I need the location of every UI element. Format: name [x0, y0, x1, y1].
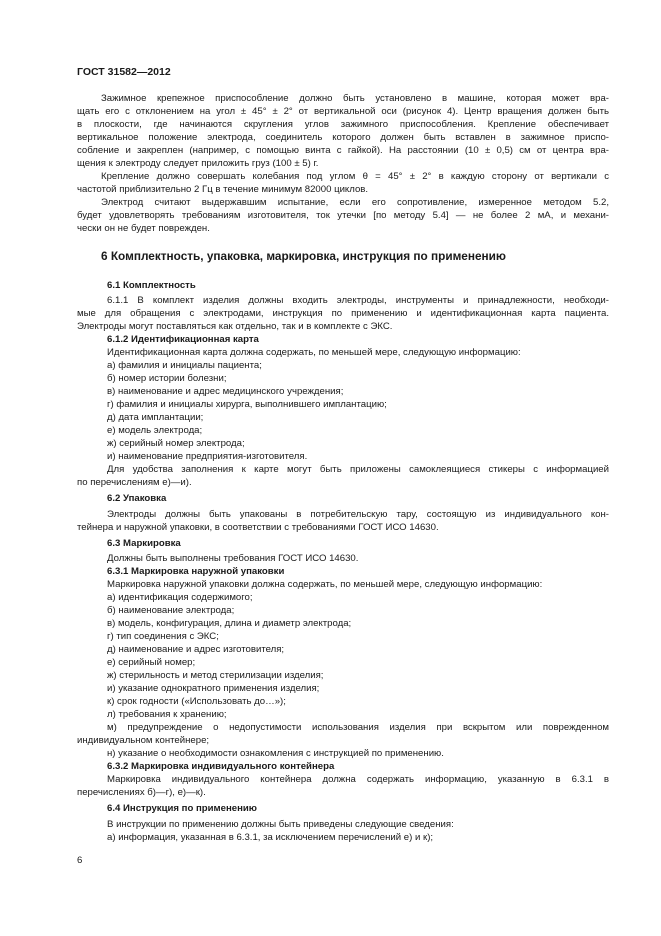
intro-p1-line-2: щать его с отклонением на угол ± 45° ± 2° от вертикальной оси (рисунок 4). Центр вращения должен быть	[77, 106, 609, 117]
intro-p1-line-3: в плоскости, где начинаются скругления углов зажимного приспособления. Крепление обеспечивает	[77, 119, 609, 130]
list-item-m-line-1: м) предупреждение о недопустимости использования изделия при вскрытом или поврежденном	[107, 722, 609, 733]
intro-p3-line-2: будет удовлетворять требованиям изготовителя, ток утечки [по методу 5.4] — не более 2 мА, и механи-	[77, 210, 609, 221]
list-item: к) срок годности («Использовать до…»);	[107, 696, 286, 707]
intro-p2-line-1: Крепление должно совершать колебания под углом θ = 45° ± 2° в каждую сторону от вертикали с	[101, 171, 609, 182]
list-item: б) наименование электрода;	[107, 605, 235, 616]
heading-6-3-1: 6.3.1 Маркировка наружной упаковки	[107, 566, 285, 577]
list-item: г) тип соединения с ЭКС;	[107, 631, 219, 642]
intro-p1-line-4: вертикальное положение электрода, соединитель которого должен быть вставлен в зажимное приспо-	[77, 132, 609, 143]
s6-3-2-p-line-1: Маркировка индивидуального контейнера должна содержать информацию, указанную в 6.3.1 в	[107, 774, 609, 785]
s6-3-2-p-line-2: перечислениях б)—г), е)—к).	[77, 787, 206, 798]
s6-3-lead: Должны быть выполнены требования ГОСТ ИСО 14630.	[107, 553, 359, 564]
heading-6-4: 6.4 Инструкция по применению	[107, 803, 257, 814]
list-item: д) наименование и адрес изготовителя;	[107, 644, 285, 655]
list-item: е) серийный номер;	[107, 657, 196, 668]
list-item: б) номер истории болезни;	[107, 373, 227, 384]
list-item: н) указание о необходимости ознакомления с инструкцией по применению.	[107, 748, 444, 759]
heading-6-2: 6.2 Упаковка	[107, 493, 167, 504]
heading-6-3-2: 6.3.2 Маркировка индивидуального контейнера	[107, 761, 335, 772]
list-item: ж) стерильность и метод стерилизации изделия;	[107, 670, 324, 681]
s6-1-p-line-1: 6.1.1 В комплект изделия должны входить электроды, инструменты и принадлежности, необходи-	[107, 295, 609, 306]
list-item: а) информация, указанная в 6.3.1, за исключением перечислений е) и к);	[107, 832, 434, 843]
list-item: а) фамилия и инициалы пациента;	[107, 360, 262, 371]
list-item: в) модель, конфигурация, длина и диаметр электрода;	[107, 618, 352, 629]
intro-p3-line-3: чески он не будет поврежден.	[77, 223, 210, 234]
heading-6-1: 6.1 Комплектность	[107, 280, 196, 291]
intro-p2-line-2: частотой приблизительно 2 Гц в течение минимум 82000 циклов.	[77, 184, 369, 195]
s6-1-2-after-line-2: по перечислениям е)—и).	[77, 477, 192, 488]
section-6-title: 6 Комплектность, упаковка, маркировка, инструкция по применению	[101, 249, 507, 263]
s6-1-2-after-line-1: Для удобства заполнения к карте могут быть приложены самоклеящиеся стикеры с информацией	[107, 464, 609, 475]
list-item: а) идентификация содержимого;	[107, 592, 253, 603]
s6-1-p-line-3: Электроды могут поставляться как отдельно, так и в комплекте с ЭКС.	[77, 321, 393, 332]
list-item: л) требования к хранению;	[107, 709, 227, 720]
list-item: в) наименование и адрес медицинского учреждения;	[107, 386, 344, 397]
list-item: и) указание однократного применения изделия;	[107, 683, 320, 694]
list-item: г) фамилия и инициалы хирурга, выполнившего имплантацию;	[107, 399, 387, 410]
heading-6-3: 6.3 Маркировка	[107, 538, 181, 549]
s6-2-p-line-1: Электроды должны быть упакованы в потребительскую тару, состоящую из индивидуального кон-	[107, 509, 609, 520]
s6-3-1-lead: Маркировка наружной упаковки должна содержать, по меньшей мере, следующую информацию:	[107, 579, 543, 590]
s6-1-p-line-2: мые для обращения с электродами, инструкция по применению и идентификационная карта пациента.	[77, 308, 609, 319]
list-item-m-line-2: индивидуальном контейнере;	[77, 735, 210, 746]
s6-4-lead: В инструкции по применению должны быть приведены следующие сведения:	[107, 819, 454, 830]
intro-p1-line-5: собление и закреплен (например, с помощью винта с гайкой). На расстоянии (10 ± 0,5) см от центра вра-	[77, 145, 609, 156]
page-number: 6	[77, 855, 83, 866]
intro-p1-line-6: щения к электроду следует приложить груз (100 ± 5) г.	[77, 158, 319, 169]
list-item: ж) серийный номер электрода;	[107, 438, 245, 449]
list-item: е) модель электрода;	[107, 425, 203, 436]
intro-p3-line-1: Электрод считают выдержавшим испытание, если его сопротивление, измеренное методом 5.2,	[101, 197, 609, 208]
heading-6-1-2: 6.1.2 Идентификационная карта	[107, 334, 259, 345]
s6-2-p-line-2: тейнера и наружной упаковки, в соответствии с требованиями ГОСТ ИСО 14630.	[77, 522, 439, 533]
list-item: и) наименование предприятия-изготовителя.	[107, 451, 308, 462]
intro-p1-line-1: Зажимное крепежное приспособление должно быть установлено в машине, которая может вра-	[101, 93, 609, 104]
document-header: ГОСТ 31582—2012	[77, 66, 171, 78]
s6-1-2-lead: Идентификационная карта должна содержать, по меньшей мере, следующую информацию:	[107, 347, 521, 358]
list-item: д) дата имплантации;	[107, 412, 204, 423]
